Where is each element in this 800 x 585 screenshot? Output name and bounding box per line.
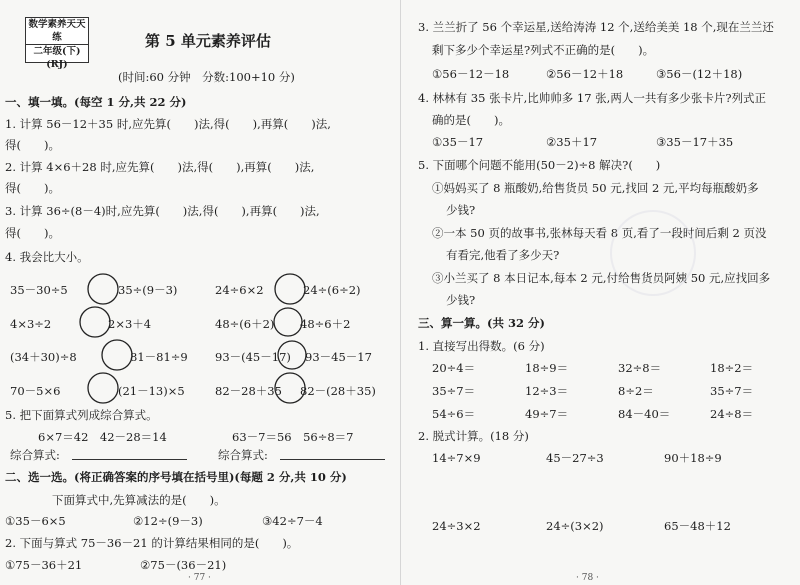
choice-q2-option-1: ①75－36＋21 xyxy=(5,558,83,572)
q4-line2: 确的是( )。 xyxy=(432,113,510,127)
q3-option-2: ②56－12＋18 xyxy=(546,67,624,81)
oral-calc-item: 35÷7＝ xyxy=(710,384,754,398)
q5-heading: 5. 下面哪个问题不能用(50－2)÷8 解决?( ) xyxy=(418,158,661,172)
q3-line1: 3. 计算 36÷(8－4)时,应先算( )法,得( ),再算( )法, xyxy=(5,204,320,218)
q4-option-2: ②35＋17 xyxy=(546,135,598,149)
oral-calc-item: 18÷9＝ xyxy=(525,361,569,375)
section-1-title: 一、填一填。(每空 1 分,共 22 分) xyxy=(5,95,187,109)
choice-q1-text: 下面算式中,先算减法的是( )。 xyxy=(52,493,226,507)
choice-q1-option-1: ①35－6×5 xyxy=(5,514,66,528)
q5-option-2-line2: 有看完,他看了多少天? xyxy=(446,248,560,262)
oral-calc-item: 84－40＝ xyxy=(618,407,671,421)
answer-circle xyxy=(275,373,305,403)
compare-left-expr: (34＋30)÷8 xyxy=(10,350,77,364)
q5-answer-label-2: 综合算式: xyxy=(218,448,268,462)
compare-right-expr: 35÷(9－3) xyxy=(118,283,178,297)
q5-expression-1: 6×7＝42 42－28＝14 xyxy=(38,430,167,444)
q3-line2: 剩下多少个幸运星?列式不正确的是( )。 xyxy=(432,43,655,57)
page-number-left: · 77 · xyxy=(188,573,211,583)
q4-option-3: ③35－17＋35 xyxy=(656,135,734,149)
oral-calc-item: 12÷3＝ xyxy=(525,384,569,398)
exam-info: (时间:60 分钟 分数:100+10 分) xyxy=(118,70,295,84)
q5-expression-2: 63－7＝56 56÷8＝7 xyxy=(232,430,354,444)
oral-calc-item: 35÷7＝ xyxy=(432,384,476,398)
q2-line2: 得( )。 xyxy=(5,181,60,195)
oral-calc-item: 32÷8＝ xyxy=(618,361,662,375)
q2-line1: 2. 计算 4×6＋28 时,应先算( )法,得( ),再算( )法, xyxy=(5,160,315,174)
q4-heading: 4. 我会比大小。 xyxy=(5,250,89,264)
oral-calc-item: 54÷6＝ xyxy=(432,407,476,421)
choice-q2-text: 2. 下面与算式 75－36－21 的计算结果相同的是( )。 xyxy=(5,536,299,550)
q5-answer-label-1: 综合算式: xyxy=(10,448,60,462)
page-number-right: · 78 · xyxy=(576,573,599,583)
choice-q2-option-2: ②75－(36－21) xyxy=(140,558,227,572)
q4-option-1: ①35－17 xyxy=(432,135,484,149)
stepwise-calc-item: 45－27÷3 xyxy=(546,451,604,465)
compare-right-expr: 82－(28＋35) xyxy=(300,384,376,398)
compare-left-expr: 35－30÷5 xyxy=(10,283,68,297)
oral-calc-item: 18÷2＝ xyxy=(710,361,754,375)
compare-left-expr: 82－28＋35 xyxy=(215,384,282,398)
q5-option-3-line2: 少钱? xyxy=(446,293,476,307)
compare-left-expr: 4×3÷2 xyxy=(10,317,52,331)
answer-circle xyxy=(80,307,110,337)
oral-calc-item: 24÷8＝ xyxy=(710,407,754,421)
answer-line-1 xyxy=(72,459,187,460)
compare-left-expr: 48÷(6＋2) xyxy=(215,317,275,331)
watermark-stamp xyxy=(610,210,696,296)
answer-circle xyxy=(102,340,132,370)
section-3-title: 三、算一算。(共 32 分) xyxy=(418,316,545,330)
stepwise-calc-item: 65－48＋12 xyxy=(664,519,731,533)
stepwise-calc-item: 14÷7×9 xyxy=(432,451,481,465)
compare-right-expr: (21－13)×5 xyxy=(118,384,185,398)
stepwise-calc-item: 24÷(3×2) xyxy=(546,519,604,533)
stepwise-calc-item: 90＋18÷9 xyxy=(664,451,722,465)
handwritten-circles xyxy=(0,0,400,420)
q5-option-1-line1: ①妈妈买了 8 瓶酸奶,给售货员 50 元,找回 2 元,平均每瓶酸奶多 xyxy=(432,181,759,195)
grade-label: 二年级(下) xyxy=(33,46,81,57)
section-2-title: 二、选一选。(将正确答案的序号填在括号里)(每题 2 分,共 10 分) xyxy=(5,470,347,484)
answer-line-2 xyxy=(280,459,385,460)
stepwise-calc-item: 24÷3×2 xyxy=(432,519,481,533)
compare-left-expr: 93－(45－17) xyxy=(215,350,291,364)
compare-right-expr: 24÷(6÷2) xyxy=(303,283,361,297)
q3-option-1: ①56－12－18 xyxy=(432,67,510,81)
oral-calc-item: 49÷7＝ xyxy=(525,407,569,421)
oral-calc-item: 20÷4＝ xyxy=(432,361,476,375)
q3-option-3: ③56－(12＋18) xyxy=(656,67,743,81)
q5-option-1-line2: 少钱? xyxy=(446,203,476,217)
sub-q1-heading: 1. 直接写出得数。(6 分) xyxy=(418,339,545,353)
compare-right-expr: 93－45－17 xyxy=(305,350,372,364)
sub-q2-heading: 2. 脱式计算。(18 分) xyxy=(418,429,529,443)
page-title: 第 5 单元素养评估 xyxy=(145,32,271,50)
q5-option-3-line1: ③小兰买了 8 本日记本,每本 2 元,付给售货员阿姨 50 元,应找回多 xyxy=(432,271,771,285)
q3-line2: 得( )。 xyxy=(5,226,60,240)
compare-right-expr: 81－81÷9 xyxy=(130,350,188,364)
answer-circle xyxy=(275,274,305,304)
oral-calc-item: 8÷2＝ xyxy=(618,384,654,398)
q1-line2: 得( )。 xyxy=(5,138,60,152)
compare-left-expr: 70－5×6 xyxy=(10,384,61,398)
series-name: 数学素养天天练 xyxy=(26,18,88,45)
q1-line1: 1. 计算 56－12＋35 时,应先算( )法,得( ),再算( )法, xyxy=(5,117,331,131)
choice-q1-option-3: ③42÷7－4 xyxy=(262,514,323,528)
page-divider xyxy=(400,0,401,585)
answer-circle xyxy=(278,341,306,369)
q3-line1: 3. 兰兰折了 56 个幸运星,送给涛涛 12 个,送给美美 18 个,现在兰兰还 xyxy=(418,20,774,34)
compare-right-expr: 2×3＋4 xyxy=(108,317,152,331)
compare-right-expr: 48÷6＋2 xyxy=(300,317,351,331)
q4-line1: 4. 林林有 35 张卡片,比帅帅多 17 张,两人一共有多少张卡片?列式正 xyxy=(418,91,766,105)
compare-left-expr: 24÷6×2 xyxy=(215,283,264,297)
answer-circle xyxy=(88,373,118,403)
q5-heading: 5. 把下面算式列成综合算式。 xyxy=(5,408,158,422)
edition-label: (RJ) xyxy=(46,59,68,70)
q5-option-2-line1: ②一本 50 页的故事书,张林每天看 8 页,看了一段时间后剩 2 页没 xyxy=(432,226,767,240)
answer-circle xyxy=(274,308,302,336)
answer-circle xyxy=(88,274,118,304)
choice-q1-option-2: ②12÷(9－3) xyxy=(133,514,203,528)
